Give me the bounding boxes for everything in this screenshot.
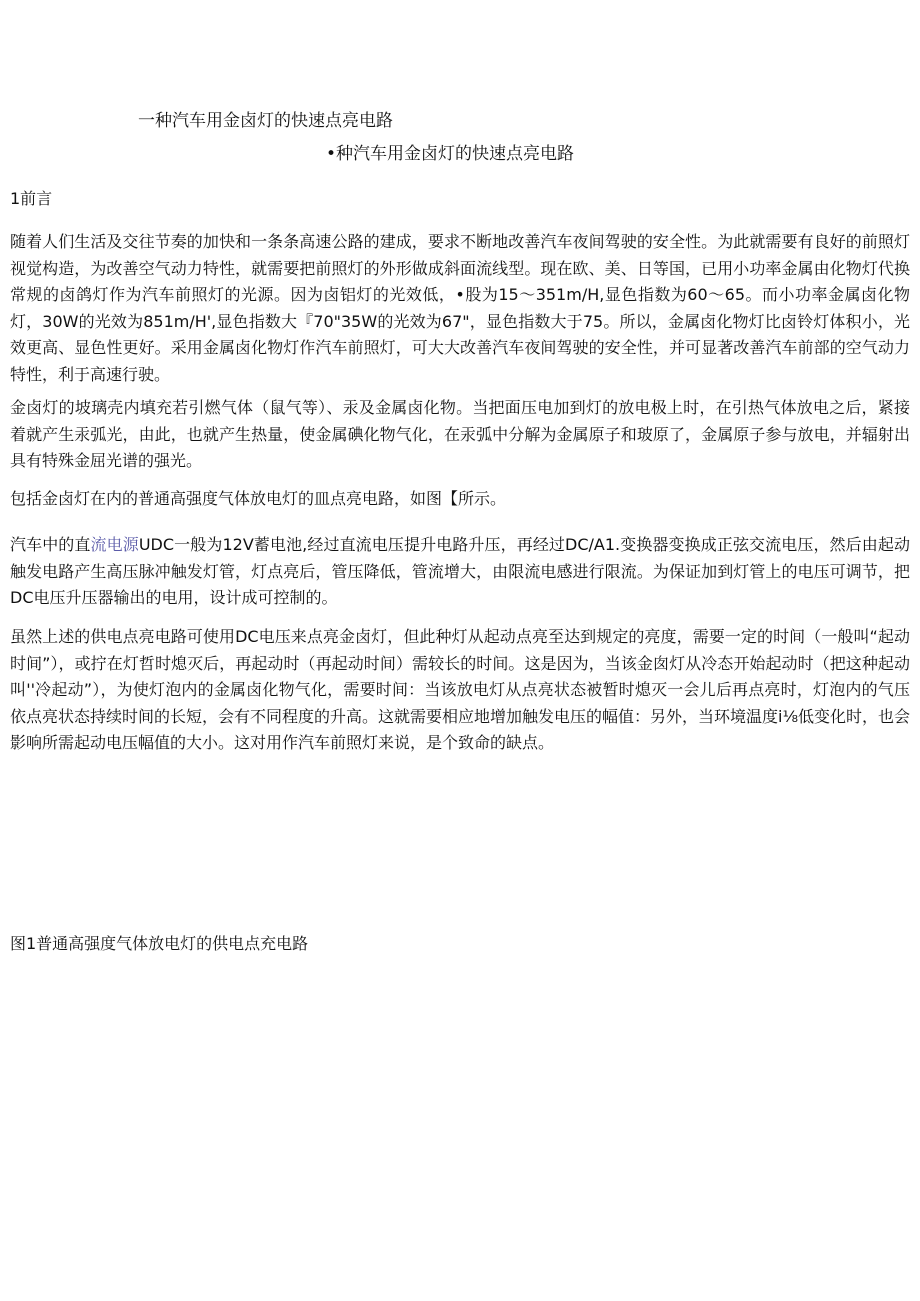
document-subtitle: •种汽车用金卤灯的快速点亮电路 — [326, 144, 575, 164]
paragraph-power-supply-text-start: 汽车中的直 — [10, 535, 91, 554]
paragraph-lamp-structure: 金卤灯的坡璃壳内填充若引燃气体（鼠气等）、汞及金属卤化物。当把面压电加到灯的放电极上时，在引热气体放电之后，紧接着就产生汞弧光，由此，也就产生热量，使金属碘化物气化，在汞弧中分解为金属原子和玻原了，金属原子参与放电，并辐射出具有特殊金屈光谱的强光。 — [10, 398, 910, 470]
document-title: 一种汽车用金卤灯的快速点亮电路 — [138, 111, 393, 131]
figure-caption: 图1普通高强度气体放电灯的供电点充电路 — [10, 934, 309, 953]
dc-power-source-link[interactable]: 流电源 — [90, 535, 139, 554]
paragraph-intro: 随着人们生活及交往节奏的加快和一条条高速公路的建成，要求不断地改善汽车夜间驾驶的安全性。为此就需要有良好的前照灯视觉构造，为改善空气动力特性，就需要把前照灯的外形做成斜面流线型。现在欧、美、日等国，已用小功率金属由化物灯代换常规的卤鸽灯作为汽车前照灯的光源。因为卤铝灯的光效低，•股为15～351m/H,显色指数为60～65。而小功率金属卤化物灯，30W的光效为851m/H',显色指数大『70"35W的光效为67"，显色指数大于75。所以，金属卤化物灯比卤铃灯体积小，光效更高、显色性更好。采用金属卤化物灯作汽车前照灯，可大大改善汽车夜间驾驶的安全性，并可显著改善汽车前部的空气动力特性，利于高速行驶。 — [10, 232, 910, 384]
paragraph-power-supply-text-end: UDC一般为12V蓄电池,经过直流电压提升电路升压，再经过DC/A1.变换器变换成正弦交流电压，然后由起动触发电路产生高压脉冲触发灯管，灯点亮后，管压降低，管流增大，由限流电感进行限流。为保证加到灯管上的电压可调节，把DC电压升压器输出的电用，设计成可控制的。 — [10, 535, 910, 607]
paragraph-circuit-reference: 包括金卤灯在内的普通高强度气体放电灯的皿点亮电路，如图【所示。 — [10, 489, 507, 508]
paragraph-startup-problem: 虽然上述的供电点亮电路可使用DC电压来点亮金卤灯，但此种灯从起动点亮至达到规定的亮度，需要一定的时间（一般叫“起动时间”），或拧在灯哲时熄灭后，再起动时（再起动时间）需较长的时间。这是因为，当该金囱灯从冷态开始起动时（把这种起动叫''冷起动”），为使灯泡内的金属卤化物气化，需要时间：当该放电灯从点亮状态被暂时熄灭一会儿后再点亮时，灯泡内的气压依点亮状态持续时间的长短，会有不同程度的升高。这就需要相应地增加触发电压的幅值：另外，当环境温度i⅛低变化时，也会影响所需起动电压幅值的大小。这对用作汽车前照灯来说，是个致命的缺点。 — [10, 627, 910, 752]
section-heading-preface: 1前言 — [10, 189, 53, 208]
paragraph-power-supply — [10, 532, 910, 612]
